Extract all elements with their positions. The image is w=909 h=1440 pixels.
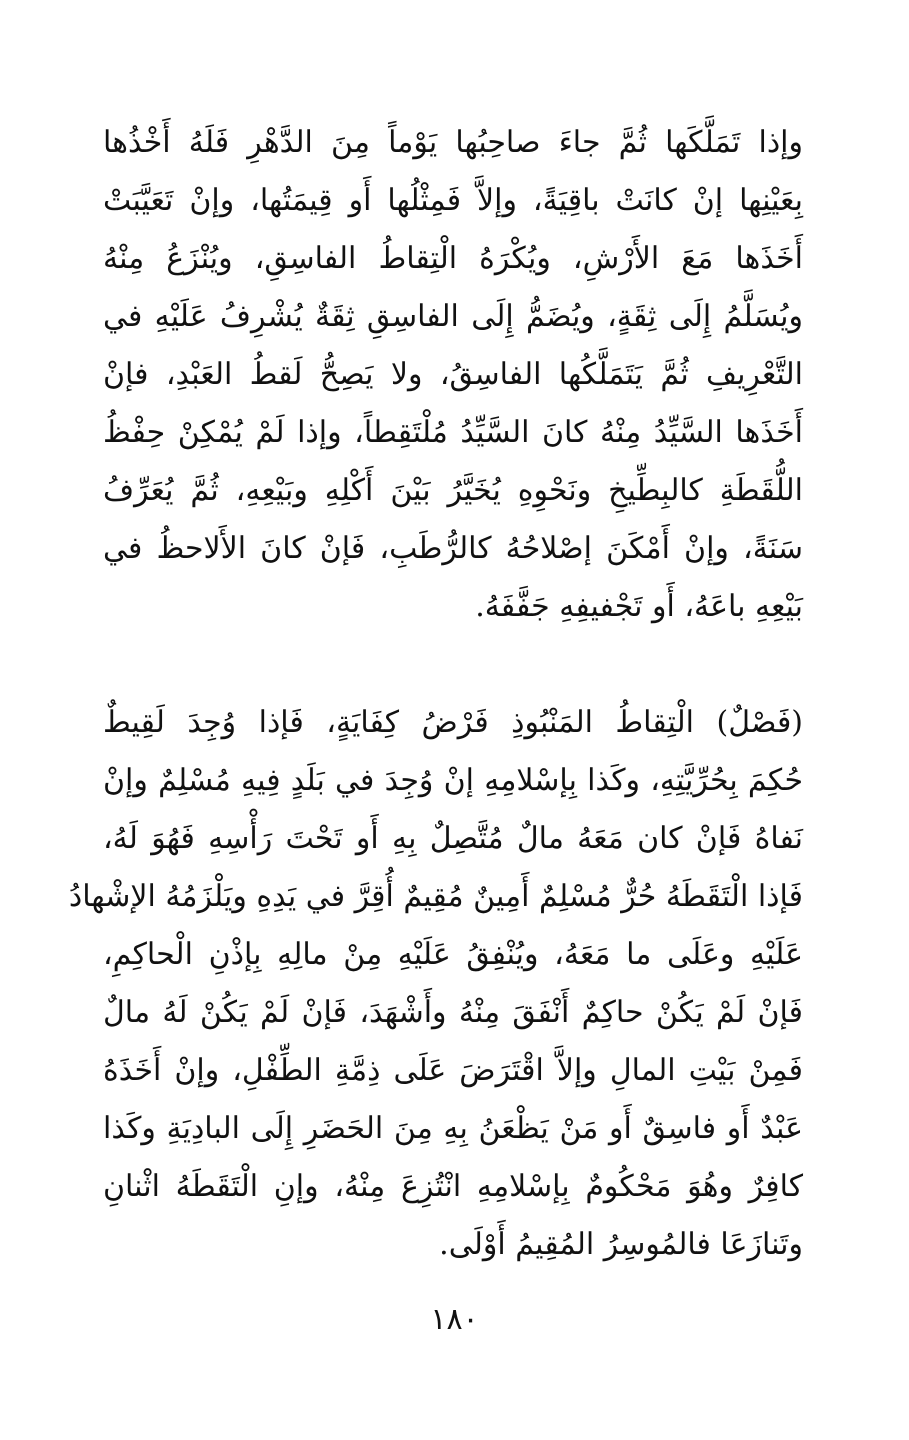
text-line: أَخَذَها السَّيِّدُ مِنْهُ كانَ السَّيِّدُ مُلْتَقِطاً، وإذا لَمْ يُمْكِنْ حِفْظُ [103, 415, 803, 450]
text-line: فَإذا الْتَقَطَهُ حُرٌّ مُسْلِمٌ أَمِينٌ مُقِيمٌ أُقِرَّ في يَدِهِ ويَلْزَمُهُ الإشْهادُ [68, 879, 803, 914]
text-line: عَبْدٌ أَو فاسِقٌ أَو مَنْ يَظْعَنُ بِهِ مِنَ الحَضَرِ إِلَى البادِيَةِ وكَذا [103, 1111, 803, 1146]
text-line: التَّعْرِيفِ ثُمَّ يَتَمَلَّكُها الفاسِقُ، ولا يَصِحُّ لَقطُ العَبْدِ، فإنْ [103, 357, 803, 392]
text-line: فَإنْ لَمْ يَكُنْ حاكِمٌ أَنْفَقَ مِنْهُ وأَشْهَدَ، فَإنْ لَمْ يَكُنْ لَهُ مالٌ [103, 995, 803, 1030]
text-line: أَخَذَها مَعَ الأَرْشِ، ويُكْرَهُ الْتِقاطُ الفاسِقِ، ويُنْزَعُ مِنْهُ [103, 241, 803, 276]
text-line: بَيْعِهِ باعَهُ، أَو تَجْفيفِهِ جَفَّفَهُ. [475, 589, 803, 624]
text-line: بِعَيْنِها إنْ كانَتْ باقِيَةً، وإلاَّ فَمِثْلُها أَو قِيمَتُها، وإنْ تَعَيَّبَتْ [103, 183, 803, 218]
text-line: وإذا تَمَلَّكَها ثُمَّ جاءَ صاحِبُها يَوْماً مِنَ الدَّهْرِ فَلَهُ أَخْذُها [103, 125, 803, 160]
text-line: وتَنازَعَا فالمُوسِرُ المُقِيمُ أَوْلَى. [439, 1227, 803, 1262]
text-line: كافِرٌ وهُوَ مَحْكُومٌ بِإسْلامِهِ انْتُزِعَ مِنْهُ، وإنِ الْتَقَطَهُ اثْنانِ [103, 1169, 803, 1204]
text-line: حُكِمَ بِحُرِّيَّتِهِ، وكَذا بِإسْلامِهِ إنْ وُجِدَ في بَلَدٍ فِيهِ مُسْلِمٌ وإنْ [103, 763, 803, 798]
text-line: (فَصْلٌ) الْتِقاطُ المَنْبُوذِ فَرْضُ كِفَايَةٍ، فَإذا وُجِدَ لَقِيطٌ [103, 705, 803, 740]
text-line: نَفاهُ فَإنْ كان مَعَهُ مالٌ مُتَّصِلٌ بِهِ أَو تَحْتَ رَأْسِهِ فَهُوَ لَهُ، [103, 821, 803, 856]
text-line: اللُّقَطَةِ كالبِطِّيخِ ونَحْوِهِ يُخَيَّرُ بَيْنَ أَكْلِهِ وبَيْعِهِ، ثُمَّ يُعَرِّفُ [103, 473, 803, 508]
page-number: ١٨٠ [430, 1302, 479, 1337]
text-line: فَمِنْ بَيْتِ المالِ وإلاَّ اقْتَرَضَ عَلَى ذِمَّةِ الطِّفْلِ، وإنْ أَخَذَهُ [103, 1053, 803, 1088]
text-line: ويُسَلَّمُ إِلَى ثِقَةٍ، ويُضَمُّ إِلَى الفاسِقِ ثِقَةٌ يُشْرِفُ عَلَيْهِ في [103, 299, 803, 334]
text-line: عَلَيْهِ وعَلَى ما مَعَهُ، ويُنْفِقُ عَلَيْهِ مِنْ مالِهِ بِإذْنِ الْحاكِمِ، [103, 937, 803, 972]
text-line: سَنَةً، وإنْ أَمْكَنَ إصْلاحُهُ كالرُّطَبِ، فَإنْ كانَ الأَلاحظُ في [103, 531, 803, 566]
